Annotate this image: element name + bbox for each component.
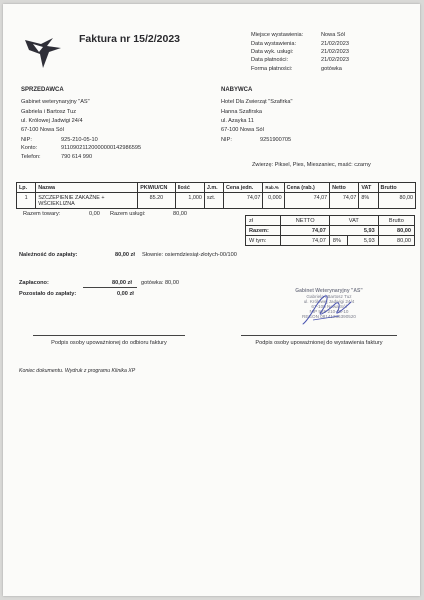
clinic-logo-icon	[23, 34, 67, 70]
seller-konto: 91109021120000000142986595	[61, 145, 142, 151]
amount-due-label: Należność do zapłaty:	[19, 252, 78, 258]
meta-value-issue-date: 21/02/2023	[321, 41, 349, 47]
paid-label: Zapłacono:	[19, 280, 49, 286]
vat-summary-table	[245, 215, 415, 246]
vat-header-net: NETTO	[281, 216, 330, 226]
cell-vat: 8%	[359, 193, 378, 209]
col-header-unit: J.m.	[204, 183, 223, 193]
paid-value: 80,00 zł	[112, 280, 132, 286]
col-header-net: Netto	[330, 183, 359, 193]
buyer-street: ul. Azayka 11	[221, 118, 254, 124]
vat-breakdown-net: 74,07	[281, 236, 330, 246]
meta-label-place: Miejsce wystawienia:	[251, 32, 304, 38]
cell-pkwiu: 85.20	[138, 193, 175, 209]
cell-unit-price: 74,07	[224, 193, 263, 209]
seller-tel: 790 614 990	[61, 154, 93, 160]
paid-method: gotówka: 80,00	[141, 280, 179, 286]
stamp-line: Gabriela i Bartosz Tuz	[306, 294, 352, 299]
invoice-number: 15/2/2023	[133, 33, 180, 45]
meta-label-issue-date: Data wystawienia:	[251, 41, 297, 47]
vat-summary-breakdown-row	[246, 236, 415, 246]
items-table	[16, 182, 416, 209]
amount-in-words: Słownie: osiemdziesiąt-złotych-00/100	[142, 252, 237, 258]
cell-lp: 1	[17, 193, 36, 209]
buyer-nip: 9251900705	[260, 137, 292, 143]
col-header-pkwiu: PKWiU/CN	[138, 183, 175, 193]
seller-nip-label: NIP:	[21, 137, 32, 143]
vat-header-gross: Brutto	[378, 216, 414, 226]
vat-total-vat: 5,93	[329, 226, 378, 236]
seller-tel-label: Telefon:	[21, 154, 41, 160]
seller-name: Gabinet weterynaryjny "AS"	[21, 99, 90, 105]
stamp-line: NIP 925-210-05-10	[309, 309, 349, 314]
invoice-page	[3, 4, 420, 596]
cell-gross: 80,00	[378, 193, 415, 209]
vat-breakdown-vat: 5,93	[348, 236, 379, 246]
total-goods-label: Razem towary:	[23, 211, 61, 217]
buyer-heading: NABYWCA	[221, 87, 253, 93]
buyer-city: 67-100 Nowa Sól	[221, 127, 264, 133]
total-goods-value: 0,00	[89, 211, 100, 217]
paid-underline	[83, 287, 137, 288]
vat-total-net: 74,07	[281, 226, 330, 236]
col-header-qty: Ilość	[175, 183, 204, 193]
vat-breakdown-label: W tym:	[246, 236, 281, 246]
seller-city: 67-100 Nowa Sól	[21, 127, 64, 133]
vat-total-gross: 80,00	[378, 226, 414, 236]
remaining-value: 0,00 zł	[117, 291, 134, 297]
meta-value-payment-date: 21/02/2023	[321, 57, 349, 63]
seller-nip: 925-210-05-10	[61, 137, 98, 143]
total-services-label: Razem usługi:	[110, 211, 146, 217]
col-header-name: Nazwa	[36, 183, 138, 193]
meta-label-service-date: Data wyk. usługi:	[251, 49, 294, 55]
stamp-line: 67-100 Nowa Sól	[311, 304, 347, 309]
vat-header-currency: zł	[246, 216, 281, 226]
seller-heading: SPRZEDAWCA	[21, 87, 64, 93]
remaining-label: Pozostało do zapłaty:	[19, 291, 77, 297]
cell-discounted-price: 74,07	[284, 193, 329, 209]
col-header-discounted-price: Cena (rab.)	[284, 183, 329, 193]
col-header-unit-price: Cena jedn.	[224, 183, 263, 193]
vat-total-label: Razem:	[246, 226, 281, 236]
vat-summary-header	[246, 216, 415, 226]
vat-breakdown-rate: 8%	[329, 236, 347, 246]
invoice-title	[79, 33, 180, 45]
stamp-line: Gabinet Weterynaryjny "AS"	[295, 288, 363, 294]
col-header-lp: Lp.	[17, 183, 36, 193]
handwritten-signature-icon	[299, 290, 355, 330]
receiver-signature-line	[33, 335, 185, 336]
meta-label-payment-date: Data płatności:	[251, 57, 289, 63]
cell-unit: szt.	[204, 193, 223, 209]
invoice-title-label: Faktura nr	[79, 33, 131, 45]
col-header-vat: VAT	[359, 183, 378, 193]
animal-info: Zwierzę: Piksel, Pies, Mieszaniec, maść: czarny	[252, 162, 371, 168]
total-services-value: 80,00	[173, 211, 187, 217]
stamp-line: REGON 08141236390520	[302, 314, 356, 319]
col-header-discount: Rab.%	[263, 183, 284, 193]
receiver-signature-caption: Podpis osoby upoważnionej do odbioru faktury	[51, 340, 167, 346]
stamp-line: ul. Królowej Jadwigi 24/4	[303, 299, 355, 304]
seller-owner: Gabriela i Bartosz Tuz	[21, 109, 77, 115]
cell-qty: 1,000	[175, 193, 204, 209]
seller-konto-label: Konto:	[21, 145, 38, 151]
amount-due-value: 80,00 zł	[115, 252, 135, 258]
issuer-signature-caption: Podpis osoby upoważnionej do wystawienia faktury	[255, 340, 383, 346]
meta-value-place: Nowa Sól	[321, 32, 345, 38]
cell-net: 74,07	[330, 193, 359, 209]
meta-value-service-date: 21/02/2023	[321, 49, 349, 55]
document-footer: Koniec dokumentu. Wydruk z programu Klinika XP	[19, 368, 136, 374]
vat-header-vat: VAT	[329, 216, 378, 226]
cell-discount: 0,000	[263, 193, 284, 209]
vat-summary-total-row	[246, 226, 415, 236]
buyer-owner: Hanna Szafirska	[221, 109, 263, 115]
items-table-header	[17, 183, 416, 193]
col-header-gross: Brutto	[378, 183, 415, 193]
table-row	[17, 193, 416, 209]
cell-name: SZCZEPIENIE ZAKAŹNE + WŚCIEKLIZNA	[36, 193, 138, 209]
buyer-nip-label: NIP:	[221, 137, 232, 143]
issuer-signature-line	[241, 335, 397, 336]
buyer-name: Hotel Dla Zwierząt "Szafirka"	[221, 99, 293, 105]
seller-street: ul. Królowej Jadwigi 24/4	[21, 118, 83, 124]
vat-breakdown-gross: 80,00	[378, 236, 414, 246]
meta-label-payment-form: Forma płatności:	[251, 66, 293, 72]
meta-value-payment-form: gotówka	[321, 66, 342, 72]
